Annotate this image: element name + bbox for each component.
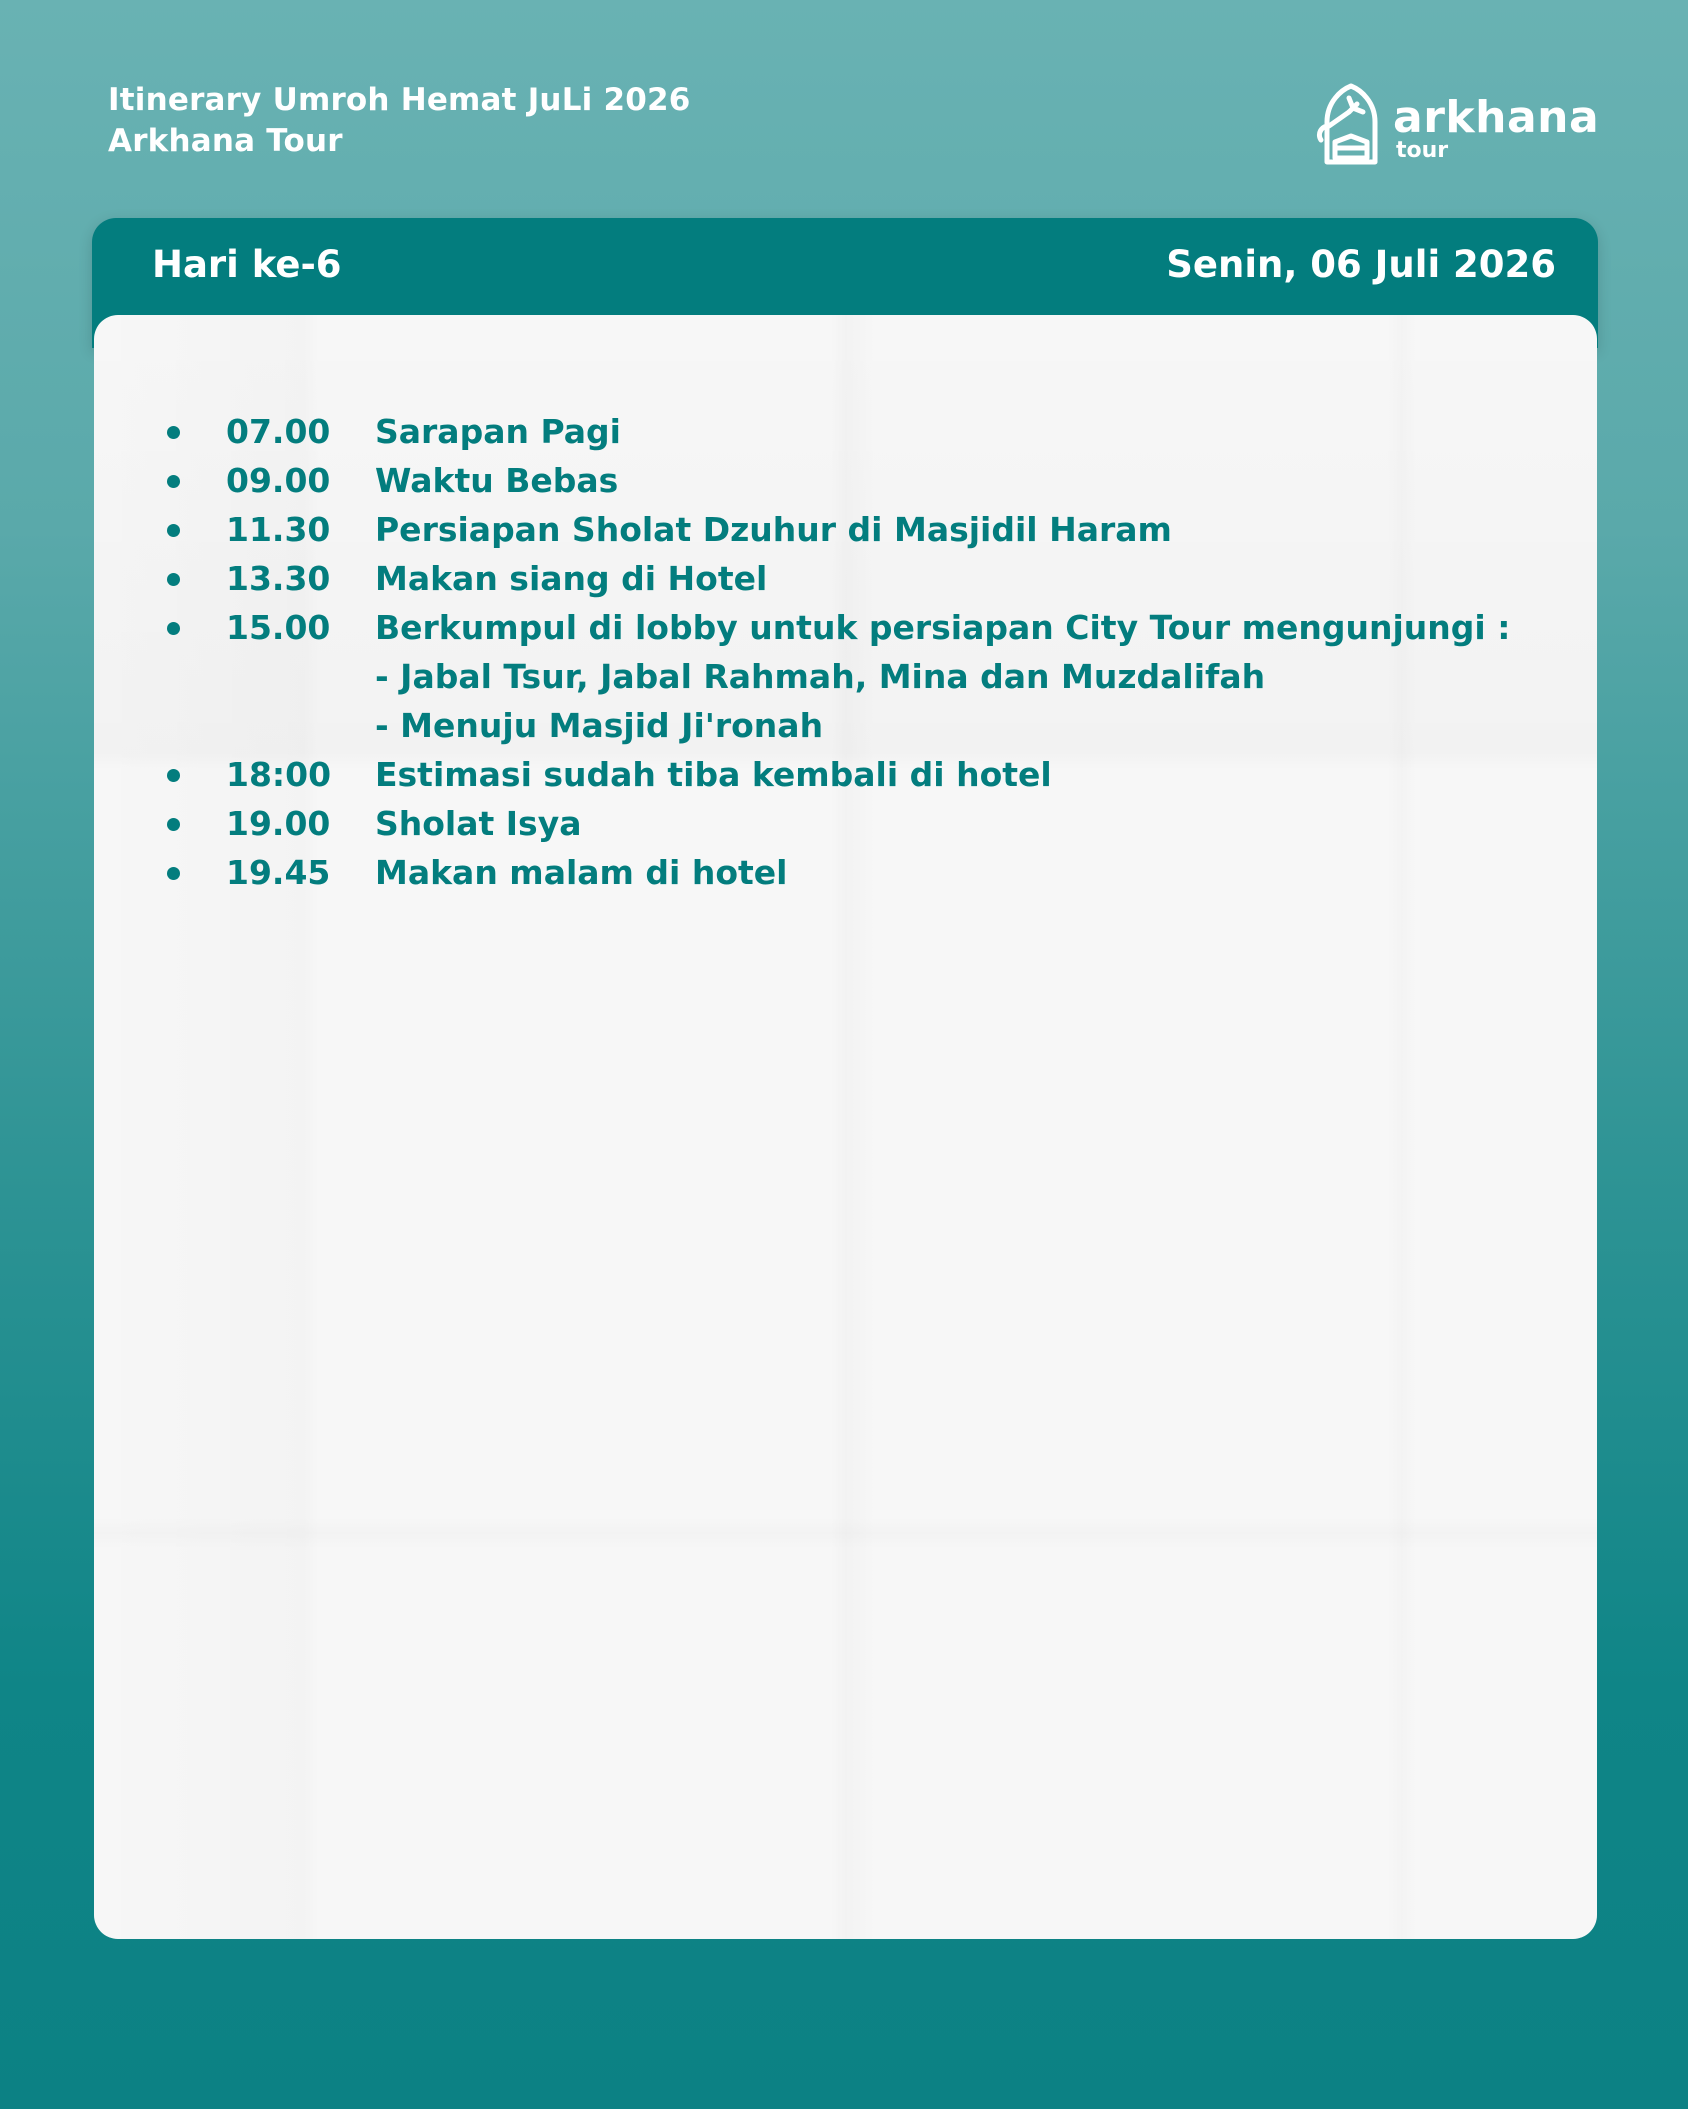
schedule-subitem xyxy=(167,652,1510,701)
schedule-item xyxy=(167,505,1510,554)
schedule-time: 19.00 xyxy=(226,804,331,843)
schedule-activity: Sholat Isya xyxy=(375,804,582,843)
schedule-time: 07.00 xyxy=(226,412,331,451)
date-label: Senin, 06 Juli 2026 xyxy=(1166,243,1556,286)
schedule-activity: Sarapan Pagi xyxy=(375,412,621,451)
schedule-time: 15.00 xyxy=(226,608,331,647)
schedule-subactivity: - Menuju Masjid Ji'ronah xyxy=(375,706,824,745)
logo-wordmark: arkhana xyxy=(1393,92,1600,143)
schedule-activity: Makan siang di Hotel xyxy=(375,559,768,598)
schedule-time: 09.00 xyxy=(226,461,331,500)
schedule-item xyxy=(167,799,1510,848)
schedule-item xyxy=(167,848,1510,897)
schedule-time: 19.45 xyxy=(226,853,331,892)
schedule-subitem xyxy=(167,701,1510,750)
schedule-time: 13.30 xyxy=(226,559,331,598)
bullet-icon xyxy=(167,505,226,554)
schedule-item xyxy=(167,407,1510,456)
bullet-icon xyxy=(167,603,226,652)
schedule-activity: Berkumpul di lobby untuk persiapan City Tour mengunjungi : xyxy=(375,608,1511,647)
schedule-item xyxy=(167,603,1510,652)
schedule-item xyxy=(167,456,1510,505)
day-label: Hari ke-6 xyxy=(152,243,342,286)
page-title xyxy=(108,80,691,162)
bullet-icon xyxy=(167,750,226,799)
schedule-list xyxy=(167,407,1510,897)
itinerary-title: Itinerary Umroh Hemat JuLi 2026 xyxy=(108,82,691,118)
schedule-time: 11.30 xyxy=(226,510,331,549)
bullet-icon xyxy=(167,407,226,456)
bullet-icon xyxy=(167,848,226,897)
company-name: Arkhana Tour xyxy=(108,123,343,159)
logo-subtext: tour xyxy=(1396,138,1449,163)
bullet-icon xyxy=(167,799,226,848)
schedule-activity: Estimasi sudah tiba kembali di hotel xyxy=(375,755,1052,794)
bullet-icon xyxy=(167,554,226,603)
arkhana-logo-icon xyxy=(1313,82,1383,168)
schedule-time: 18:00 xyxy=(226,755,332,794)
schedule-card xyxy=(94,315,1597,1939)
schedule-item xyxy=(167,554,1510,603)
bullet-icon xyxy=(167,456,226,505)
schedule-activity: Persiapan Sholat Dzuhur di Masjidil Haram xyxy=(375,510,1172,549)
schedule-subactivity: - Jabal Tsur, Jabal Rahmah, Mina dan Muzdalifah xyxy=(375,657,1266,696)
schedule-activity: Makan malam di hotel xyxy=(375,853,788,892)
schedule-activity: Waktu Bebas xyxy=(375,461,619,500)
brand-logo xyxy=(1313,82,1600,172)
schedule-item xyxy=(167,750,1510,799)
